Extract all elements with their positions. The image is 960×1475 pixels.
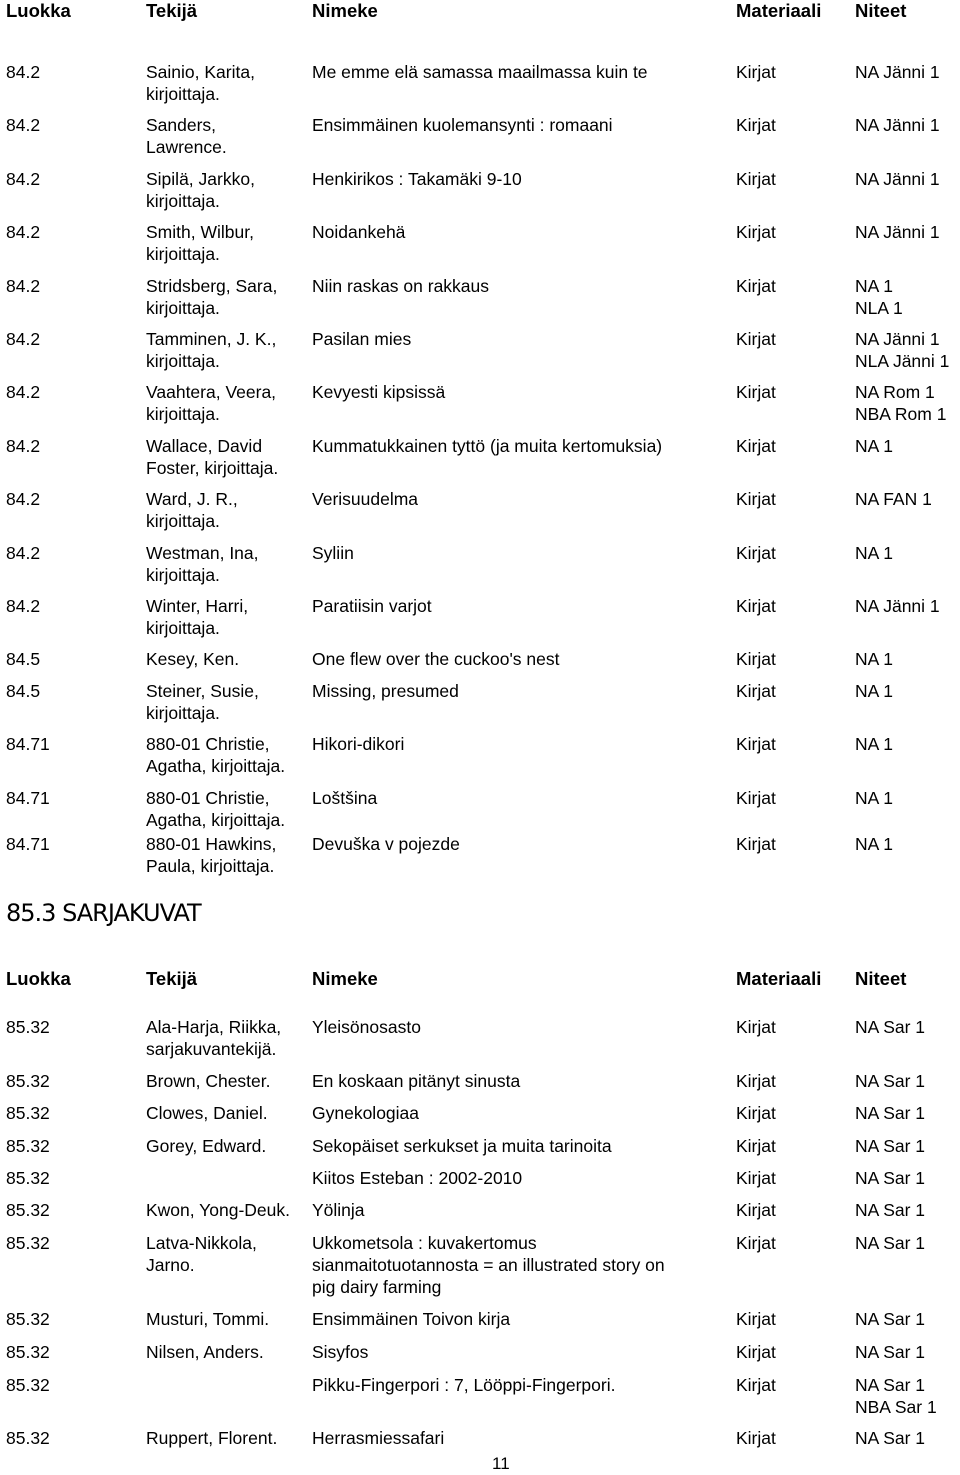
cell-luokka: 84.71	[6, 788, 50, 808]
cell-niteet: NA 1	[855, 436, 893, 456]
cell-niteet: NA Sar 1	[855, 1233, 926, 1253]
header-nimeke: Nimeke	[312, 0, 378, 21]
cell-niteet: NA Sar 1	[855, 1309, 926, 1329]
header-materiaali: Materiaali	[736, 968, 822, 989]
header-luokka: Luokka	[6, 968, 71, 989]
cell-niteet: NA 1	[855, 788, 893, 808]
cell-luokka: 84.2	[6, 489, 41, 509]
cell-materiaali: Kirjat	[736, 734, 776, 754]
cell-luokka: 85.32	[6, 1103, 50, 1123]
cell-materiaali: Kirjat	[736, 169, 776, 189]
cell-materiaali: Kirjat	[736, 1071, 776, 1091]
cell-luokka: 84.2	[6, 382, 41, 402]
cell-materiaali: Kirjat	[736, 1233, 776, 1253]
cell-tekija: Winter, Harri, kirjoittaja.	[146, 596, 249, 638]
cell-luokka: 84.5	[6, 649, 41, 669]
cell-tekija: Musturi, Tommi.	[146, 1309, 270, 1329]
cell-nimeke: Yölinja	[312, 1200, 365, 1220]
cell-tekija: Steiner, Susie, kirjoittaja.	[146, 681, 259, 723]
cell-tekija: Ruppert, Florent.	[146, 1428, 278, 1448]
cell-niteet: NA 1	[855, 543, 893, 563]
cell-tekija: Ward, J. R., kirjoittaja.	[146, 489, 238, 531]
cell-luokka: 84.2	[6, 329, 41, 349]
cell-materiaali: Kirjat	[736, 1168, 776, 1188]
cell-luokka: 84.2	[6, 169, 41, 189]
cell-materiaali: Kirjat	[736, 115, 776, 135]
cell-materiaali: Kirjat	[736, 788, 776, 808]
cell-materiaali: Kirjat	[736, 834, 776, 854]
cell-materiaali: Kirjat	[736, 489, 776, 509]
cell-luokka: 85.32	[6, 1168, 50, 1188]
cell-tekija: Clowes, Daniel.	[146, 1103, 268, 1123]
cell-luokka: 84.2	[6, 276, 41, 296]
cell-materiaali: Kirjat	[736, 222, 776, 242]
cell-nimeke: Noidankehä	[312, 222, 406, 242]
cell-niteet: NA Sar 1	[855, 1103, 926, 1123]
cell-luokka: 84.2	[6, 596, 41, 616]
cell-tekija: Gorey, Edward.	[146, 1136, 267, 1156]
cell-materiaali: Kirjat	[736, 596, 776, 616]
page-number: 11	[492, 1454, 510, 1473]
cell-luokka: 85.32	[6, 1136, 50, 1156]
section-title: 85.3 SARJAKUVAT	[6, 899, 201, 927]
header-nimeke: Nimeke	[312, 968, 378, 989]
cell-tekija: Kesey, Ken.	[146, 649, 240, 669]
cell-tekija: Brown, Chester.	[146, 1071, 271, 1091]
cell-niteet: NA Jänni 1	[855, 596, 940, 616]
cell-niteet: NA Rom 1 NBA Rom 1	[855, 382, 947, 424]
cell-niteet: NA Sar 1	[855, 1200, 926, 1220]
cell-luokka: 85.32	[6, 1375, 50, 1395]
cell-niteet: NA Jänni 1	[855, 62, 940, 82]
cell-nimeke: Yleisönosasto	[312, 1017, 421, 1037]
cell-materiaali: Kirjat	[736, 1103, 776, 1123]
cell-niteet: NA FAN 1	[855, 489, 932, 509]
cell-materiaali: Kirjat	[736, 681, 776, 701]
cell-tekija: Nilsen, Anders.	[146, 1342, 264, 1362]
header-tekija: Tekijä	[146, 0, 198, 21]
cell-niteet: NA Jänni 1 NLA Jänni 1	[855, 329, 950, 371]
cell-luokka: 85.32	[6, 1428, 50, 1448]
cell-nimeke: Sekopäiset serkukset ja muita tarinoita	[312, 1136, 612, 1156]
cell-nimeke: Niin raskas on rakkaus	[312, 276, 490, 296]
cell-luokka: 85.32	[6, 1200, 50, 1220]
cell-materiaali: Kirjat	[736, 1375, 776, 1395]
cell-luokka: 85.32	[6, 1233, 50, 1253]
cell-nimeke: Kummatukkainen tyttö (ja muita kertomuksia)	[312, 436, 663, 456]
cell-nimeke: Henkirikos : Takamäki 9-10	[312, 169, 522, 189]
cell-tekija: Sanders, Lawrence.	[146, 115, 227, 157]
cell-tekija: Ala-Harja, Riikka, sarjakuvantekijä.	[146, 1017, 282, 1059]
cell-tekija: Kwon, Yong-Deuk.	[146, 1200, 290, 1220]
cell-nimeke: Hikori-dikori	[312, 734, 405, 754]
cell-niteet: NA 1	[855, 681, 893, 701]
cell-luokka: 85.32	[6, 1309, 50, 1329]
cell-luokka: 84.71	[6, 834, 50, 854]
cell-niteet: NA 1	[855, 734, 893, 754]
cell-nimeke: Loštšina	[312, 788, 378, 808]
cell-niteet: NA 1	[855, 649, 893, 669]
cell-nimeke: Gynekologiaa	[312, 1103, 420, 1123]
cell-tekija: Smith, Wilbur, kirjoittaja.	[146, 222, 254, 264]
cell-luokka: 84.71	[6, 734, 50, 754]
cell-materiaali: Kirjat	[736, 543, 776, 563]
cell-tekija: Sainio, Karita, kirjoittaja.	[146, 62, 255, 104]
cell-materiaali: Kirjat	[736, 436, 776, 456]
cell-nimeke: Missing, presumed	[312, 681, 459, 701]
cell-luokka: 84.2	[6, 62, 41, 82]
cell-niteet: NA Sar 1	[855, 1428, 926, 1448]
cell-materiaali: Kirjat	[736, 276, 776, 296]
cell-nimeke: Paratiisin varjot	[312, 596, 432, 616]
cell-nimeke: Pikku-Fingerpori : 7, Lööppi-Fingerpori.	[312, 1375, 616, 1395]
cell-niteet: NA 1 NLA 1	[855, 276, 903, 318]
cell-luokka: 84.5	[6, 681, 41, 701]
cell-materiaali: Kirjat	[736, 62, 776, 82]
cell-nimeke: Me emme elä samassa maailmassa kuin te	[312, 62, 648, 82]
cell-luokka: 84.2	[6, 543, 41, 563]
cell-nimeke: Herrasmiessafari	[312, 1428, 445, 1448]
cell-niteet: NA 1	[855, 834, 893, 854]
cell-niteet: NA Sar 1	[855, 1342, 926, 1362]
cell-luokka: 85.32	[6, 1342, 50, 1362]
cell-materiaali: Kirjat	[736, 329, 776, 349]
cell-tekija: 880-01 Christie, Agatha, kirjoittaja.	[146, 734, 286, 776]
cell-materiaali: Kirjat	[736, 649, 776, 669]
cell-nimeke: Pasilan mies	[312, 329, 412, 349]
cell-tekija: 880-01 Christie, Agatha, kirjoittaja.	[146, 788, 286, 830]
cell-materiaali: Kirjat	[736, 1342, 776, 1362]
cell-tekija: Wallace, David Foster, kirjoittaja.	[146, 436, 279, 478]
cell-materiaali: Kirjat	[736, 382, 776, 402]
cell-nimeke: Ensimmäinen kuolemansynti : romaani	[312, 115, 613, 135]
cell-tekija: Stridsberg, Sara, kirjoittaja.	[146, 276, 278, 318]
cell-materiaali: Kirjat	[736, 1017, 776, 1037]
cell-niteet: NA Sar 1	[855, 1017, 926, 1037]
header-niteet: Niteet	[855, 0, 907, 21]
cell-nimeke: Syliin	[312, 543, 354, 563]
cell-niteet: NA Jänni 1	[855, 169, 940, 189]
cell-niteet: NA Jänni 1	[855, 115, 940, 135]
cell-niteet: NA Jänni 1	[855, 222, 940, 242]
cell-nimeke: Devuška v pojezde	[312, 834, 460, 854]
cell-luokka: 84.2	[6, 115, 41, 135]
cell-tekija: Tamminen, J. K., kirjoittaja.	[146, 329, 277, 371]
cell-nimeke: Ukkometsola : kuvakertomus sianmaitotuotannosta = an illustrated story on pig dairy farming	[312, 1233, 665, 1297]
cell-nimeke: Verisuudelma	[312, 489, 419, 509]
cell-tekija: Sipilä, Jarkko, kirjoittaja.	[146, 169, 255, 211]
cell-tekija: 880-01 Hawkins, Paula, kirjoittaja.	[146, 834, 277, 876]
header-luokka: Luokka	[6, 0, 71, 21]
cell-materiaali: Kirjat	[736, 1200, 776, 1220]
cell-luokka: 84.2	[6, 222, 41, 242]
cell-luokka: 85.32	[6, 1017, 50, 1037]
cell-niteet: NA Sar 1	[855, 1136, 926, 1156]
cell-materiaali: Kirjat	[736, 1136, 776, 1156]
cell-niteet: NA Sar 1	[855, 1168, 926, 1188]
cell-nimeke: Kiitos Esteban : 2002-2010	[312, 1168, 523, 1188]
cell-niteet: NA Sar 1	[855, 1071, 926, 1091]
cell-nimeke: Ensimmäinen Toivon kirja	[312, 1309, 511, 1329]
cell-tekija: Latva-Nikkola, Jarno.	[146, 1233, 257, 1275]
cell-luokka: 84.2	[6, 436, 41, 456]
cell-materiaali: Kirjat	[736, 1309, 776, 1329]
cell-nimeke: One flew over the cuckoo's nest	[312, 649, 560, 669]
cell-materiaali: Kirjat	[736, 1428, 776, 1448]
header-niteet: Niteet	[855, 968, 907, 989]
cell-nimeke: Kevyesti kipsissä	[312, 382, 446, 402]
cell-tekija: Westman, Ina, kirjoittaja.	[146, 543, 259, 585]
cell-tekija: Vaahtera, Veera, kirjoittaja.	[146, 382, 277, 424]
cell-luokka: 85.32	[6, 1071, 50, 1091]
header-materiaali: Materiaali	[736, 0, 822, 21]
cell-niteet: NA Sar 1 NBA Sar 1	[855, 1375, 937, 1417]
header-tekija: Tekijä	[146, 968, 198, 989]
cell-nimeke: Sisyfos	[312, 1342, 369, 1362]
cell-nimeke: En koskaan pitänyt sinusta	[312, 1071, 521, 1091]
